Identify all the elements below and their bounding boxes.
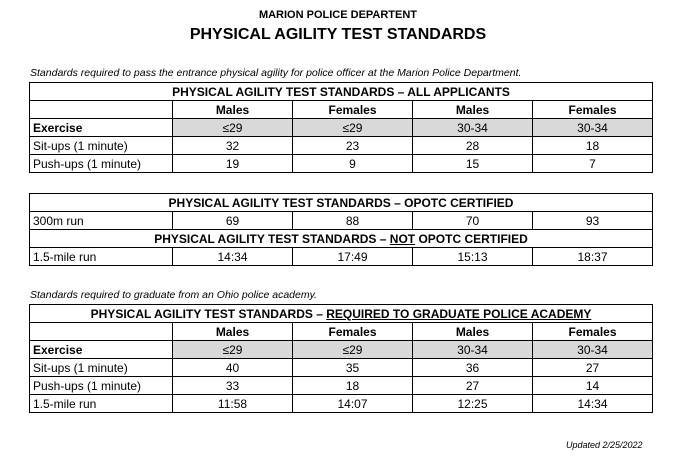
standard-value: 9	[293, 155, 413, 173]
standard-value: 15	[413, 155, 533, 173]
opotc-certified-title: PHYSICAL AGILITY TEST STANDARDS – OPOTC CERTIFIED	[30, 194, 653, 212]
exercise-name: 1.5-mile run	[30, 395, 173, 413]
run-standards-table	[29, 193, 653, 266]
exercise-label: Exercise	[30, 341, 173, 359]
blank-cell	[30, 101, 173, 119]
standard-value: 27	[533, 359, 653, 377]
gender-header: Males	[173, 323, 293, 341]
gender-header: Females	[533, 101, 653, 119]
standard-value: 14:34	[173, 248, 293, 266]
blank-cell	[30, 323, 173, 341]
standard-value: 12:25	[413, 395, 533, 413]
standard-value: 35	[293, 359, 413, 377]
standard-value: 17:49	[293, 248, 413, 266]
age-group: 30-34	[413, 341, 533, 359]
title-prefix: PHYSICAL AGILITY TEST STANDARDS –	[90, 306, 327, 321]
not-opotc-certified-title	[30, 230, 653, 248]
standard-value: 18	[533, 137, 653, 155]
standard-value: 36	[413, 359, 533, 377]
all-applicants-title: PHYSICAL AGILITY TEST STANDARDS – ALL APPLICANTS	[30, 83, 653, 101]
exercise-name: 300m run	[30, 212, 173, 230]
age-group: ≤29	[173, 341, 293, 359]
standard-value: 93	[533, 212, 653, 230]
standard-value: 14:34	[533, 395, 653, 413]
exercise-name: Push-ups (1 minute)	[30, 155, 173, 173]
age-group: 30-34	[533, 119, 653, 137]
gender-header: Males	[173, 101, 293, 119]
gender-header: Females	[293, 101, 413, 119]
all-applicants-table	[29, 82, 653, 173]
standard-value: 11:58	[173, 395, 293, 413]
age-group: ≤29	[293, 119, 413, 137]
academy-title	[30, 305, 653, 323]
standard-value: 33	[173, 377, 293, 395]
standard-value: 14:07	[293, 395, 413, 413]
standard-value: 14	[533, 377, 653, 395]
academy-standards-table	[29, 304, 653, 413]
standard-value: 27	[413, 377, 533, 395]
age-group: ≤29	[173, 119, 293, 137]
table-row	[30, 395, 653, 413]
standard-value: 88	[293, 212, 413, 230]
standard-value: 28	[413, 137, 533, 155]
page-title: PHYSICAL AGILITY TEST STANDARDS	[189, 26, 487, 43]
age-group: ≤29	[293, 341, 413, 359]
gender-header: Females	[293, 323, 413, 341]
standard-value: 69	[173, 212, 293, 230]
age-group: 30-34	[533, 341, 653, 359]
gender-header: Males	[413, 101, 533, 119]
table-row	[30, 377, 653, 395]
standard-value: 7	[533, 155, 653, 173]
exercise-name: Sit-ups (1 minute)	[30, 137, 173, 155]
department-name: MARION POLICE DEPARTENT	[258, 9, 418, 21]
age-group: 30-34	[413, 119, 533, 137]
exercise-name: Sit-ups (1 minute)	[30, 359, 173, 377]
standard-value: 19	[173, 155, 293, 173]
gender-header: Females	[533, 323, 653, 341]
table-row	[30, 359, 653, 377]
academy-standards-note: Standards required to graduate from an Ohio police academy.	[30, 289, 317, 301]
standard-value: 23	[293, 137, 413, 155]
table-row	[30, 248, 653, 266]
title-suffix: OPOTC CERTIFIED	[415, 231, 528, 246]
standard-value: 18	[293, 377, 413, 395]
entrance-standards-note: Standards required to pass the entrance physical agility for police officer at the Marion Police Department.	[30, 67, 522, 79]
exercise-label: Exercise	[30, 119, 173, 137]
title-emphasis: REQUIRED TO GRADUATE POLICE ACADEMY	[326, 306, 592, 321]
exercise-name: 1.5-mile run	[30, 248, 173, 266]
standard-value: 32	[173, 137, 293, 155]
standard-value: 18:37	[533, 248, 653, 266]
title-prefix: PHYSICAL AGILITY TEST STANDARDS –	[154, 231, 390, 246]
table-row	[30, 137, 653, 155]
standard-value: 70	[413, 212, 533, 230]
standard-value: 40	[173, 359, 293, 377]
standard-value: 15:13	[413, 248, 533, 266]
updated-date: Updated 2/25/2022	[566, 440, 643, 450]
gender-header: Males	[413, 323, 533, 341]
table-row	[30, 155, 653, 173]
exercise-name: Push-ups (1 minute)	[30, 377, 173, 395]
title-emphasis: NOT	[389, 231, 416, 246]
table-row	[30, 212, 653, 230]
